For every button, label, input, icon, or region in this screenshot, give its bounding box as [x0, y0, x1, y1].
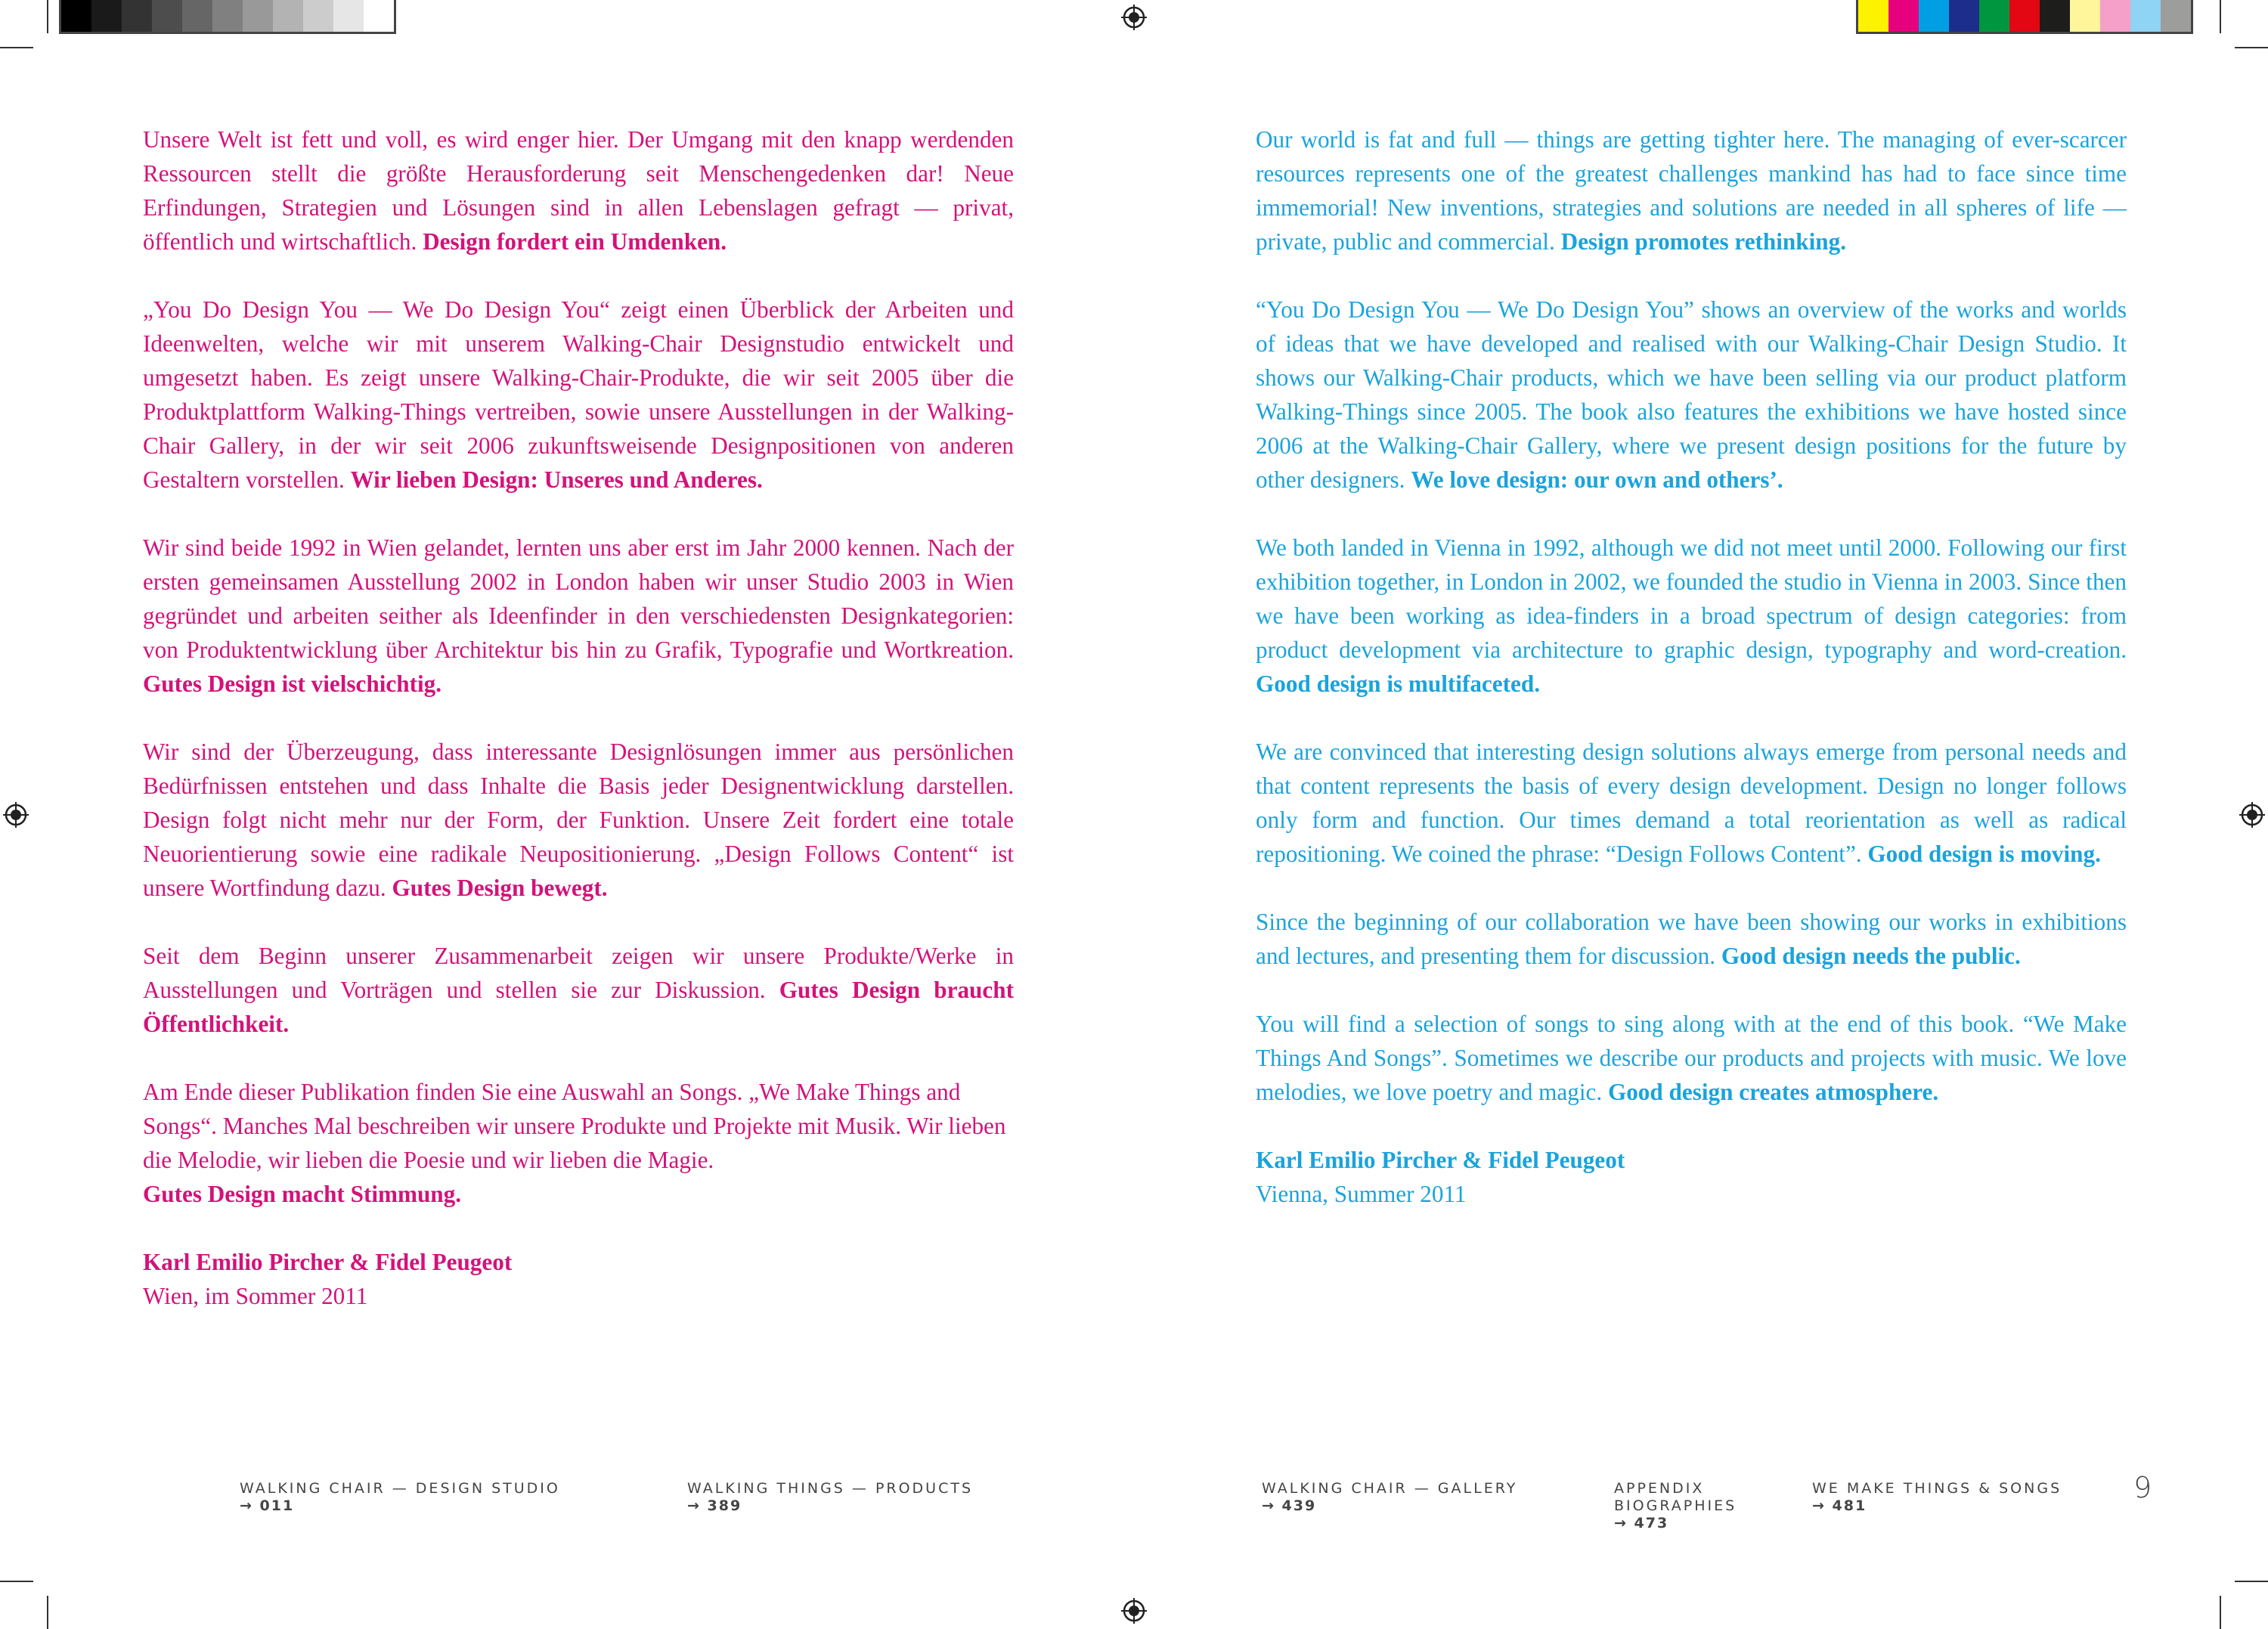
crop-mark [47, 0, 48, 33]
english-text-column [1256, 122, 2127, 1245]
page-number: 9 [2133, 1471, 2152, 1504]
crop-mark [0, 47, 33, 48]
signature-place-date: Wien, im Sommer 2011 [143, 1283, 368, 1309]
paragraph-emphasis: Good design creates atmosphere. [1607, 1079, 1939, 1105]
footer-page-ref: → 011 [240, 1497, 295, 1514]
crop-mark [2220, 1596, 2221, 1629]
signature [1256, 1143, 2127, 1211]
footer-link-sublabel: BIOGRAPHIES [1614, 1497, 1737, 1514]
crop-mark [2235, 1581, 2268, 1582]
footer-page-ref: → 473 [1614, 1515, 1669, 1531]
paragraph: “You Do Design You — We Do Design You” shows an overview of the works and worlds of ideas that we have developed and realised with our Walking-Chair Design Studio. It shows our Walking-Chair products, which we have been selling via our product platform Walking-Things since 2005. The book also features the exhibitions we have hosted since 2006 at the Walking-Chair Gallery, where we present design positions for the future by other designers. We love design: our own and others’. [1256, 296, 2127, 493]
paragraph-emphasis: Good design is multifaceted. [1256, 670, 1540, 697]
footer-link-label: WE MAKE THINGS & SONGS [1812, 1480, 2062, 1497]
paragraph: Unsere Welt ist fett und voll, es wird enger hier. Der Umgang mit den knapp werdenden Ressourcen stellt die größte Herausforderung seit Menschengedenken dar! Neue Erfindungen, Strategien und Lösungen sind in allen Lebenslagen gefragt — privat, öffentlich und wirtschaftlich. Design fordert ein Umdenken. [143, 126, 1014, 255]
footer-link-products[interactable] [687, 1480, 973, 1515]
paragraph: Am Ende dieser Publikation finden Sie eine Auswahl an Songs. „We Make Things and Songs“. Manches Mal beschreiben wir unsere Produkte und Projekte mit Musik. Wir lieben die Melodie, wir lieben die Poesie und wir lieben die Magie. Gutes Design macht Stimmung. [143, 1079, 1006, 1207]
crop-mark [0, 1581, 33, 1582]
paragraph: You will find a selection of songs to sing along with at the end of this book. “We Make Things And Songs”. Sometimes we describe our products and projects with music. We love melodies, we love poetry and magic. Good design creates atmosphere. [1256, 1011, 2127, 1105]
paragraph-emphasis: Design fordert ein Umdenken. [423, 228, 727, 255]
footer-page-ref: → 389 [687, 1497, 742, 1514]
footer-link-label: APPENDIX [1614, 1480, 1705, 1497]
signature-place-date: Vienna, Summer 2011 [1256, 1181, 1467, 1207]
color-calibration-bar [1856, 0, 2193, 34]
crop-mark [2235, 47, 2268, 48]
paragraph-emphasis: Design promotes rethinking. [1560, 228, 1847, 255]
paragraph-emphasis: Good design is moving. [1867, 841, 2101, 867]
footer-page-ref: → 439 [1262, 1497, 1317, 1514]
grayscale-calibration-bar [59, 0, 396, 34]
paragraph: Our world is fat and full — things are getting tighter here. The managing of ever-scarcer resources represents one of the greatest challenges mankind has had to face since time immemorial! New inventions, strategies and solutions are needed in all spheres of life — private, public and commercial. Design promotes rethinking. [1256, 126, 2127, 255]
paragraph: We both landed in Vienna in 1992, although we did not meet until 2000. Following our first exhibition together, in London in 2002, we founded the studio in Vienna in 2003. Since then we have been working as idea-finders in a broad spectrum of design categories: from product development via architecture to graphic design, typography and word-creation. Good design is multifaceted. [1256, 534, 2127, 697]
german-text-column [143, 122, 1014, 1347]
paragraph: Wir sind beide 1992 in Wien gelandet, lernten uns aber erst im Jahr 2000 kennen. Nach der ersten gemeinsamen Ausstellung 2002 in London haben wir unser Studio 2003 in Wien gegründet und arbeiten seither als Ideenfinder in den verschiedensten Designkategorien: von Produktentwicklung über Architektur bis hin zu Grafik, Typografie und Wortkreation. Gutes Design ist vielschichtig. [143, 534, 1014, 697]
crop-mark [2220, 0, 2221, 33]
paragraph-emphasis: Gutes Design macht Stimmung. [143, 1181, 462, 1207]
signature [143, 1245, 1014, 1313]
paragraph: „You Do Design You — We Do Design You“ zeigt einen Überblick der Arbeiten und Ideenwelten, welche wir mit unserem Walking-Chair Designstudio entwickelt und umgesetzt haben. Es zeigt unsere Walking-Chair-Produkte, die wir seit 2005 über die Produktplattform Walking-Things vertreiben, sowie unsere Ausstellungen in der Walking-Chair Gallery, in der wir seit 2006 zukunftsweisende Designpositionen von anderen Gestaltern vorstellen. Wir lieben Design: Unseres und Anderes. [143, 296, 1014, 493]
crop-mark [47, 1596, 48, 1629]
paragraph-emphasis: Good design needs the public. [1721, 943, 2021, 969]
paragraph: Wir sind der Überzeugung, dass interessante Designlösungen immer aus persönlichen Bedürfnissen entstehen und dass Inhalte die Basis jeder Designentwicklung darstellen. Design folgt nicht mehr nur der Form, der Funktion. Unsere Zeit fordert eine totale Neuorientierung sowie eine radikale Neupositionierung. „Design Follows Content“ ist unsere Wortfindung dazu. Gutes Design bewegt. [143, 739, 1014, 901]
footer-link-design-studio[interactable] [240, 1480, 560, 1515]
registration-mark-icon [2239, 802, 2265, 828]
paragraph-emphasis: We love design: our own and others’. [1411, 466, 1783, 493]
footer-link-gallery[interactable] [1262, 1480, 1517, 1515]
paragraph-emphasis: Gutes Design braucht Öffentlichkeit. [143, 977, 1014, 1037]
registration-mark-icon [3, 802, 29, 828]
paragraph: We are convinced that interesting design solutions always emerge from personal needs and that content represents the basis of every design development. Design no longer follows only form and function. Our times demand a total reorientation as well as radical repositioning. We coined the phrase: “Design Follows Content”. Good design is moving. [1256, 739, 2127, 867]
paragraph: Seit dem Beginn unserer Zusammenarbeit zeigen wir unsere Produkte/Werke in Ausstellungen und Vorträgen und stellen sie zur Diskussion. Gutes Design braucht Öffentlichkeit. [143, 943, 1014, 1037]
footer-link-label: WALKING THINGS — PRODUCTS [687, 1480, 974, 1497]
registration-mark-icon [1121, 5, 1147, 30]
footer-link-label: WALKING CHAIR — GALLERY [1262, 1480, 1518, 1497]
signature-authors: Karl Emilio Pircher & Fidel Peugeot [1256, 1147, 1625, 1173]
signature-authors: Karl Emilio Pircher & Fidel Peugeot [143, 1249, 513, 1275]
paragraph-emphasis: Gutes Design bewegt. [392, 875, 608, 901]
paragraph: Since the beginning of our collaboration we have been showing our works in exhibitions and lectures, and presenting them for discussion. Good design needs the public. [1256, 909, 2127, 969]
footer-link-label: WALKING CHAIR — DESIGN STUDIO [240, 1480, 560, 1497]
paragraph-emphasis: Wir lieben Design: Unseres und Anderes. [350, 466, 763, 493]
paragraph-emphasis: Gutes Design ist vielschichtig. [143, 670, 442, 697]
footer-page-ref: → 481 [1812, 1497, 1867, 1514]
registration-mark-icon [1121, 1598, 1147, 1624]
footer-link-appendix[interactable] [1614, 1480, 1737, 1532]
footer-link-songs[interactable] [1812, 1480, 2062, 1515]
